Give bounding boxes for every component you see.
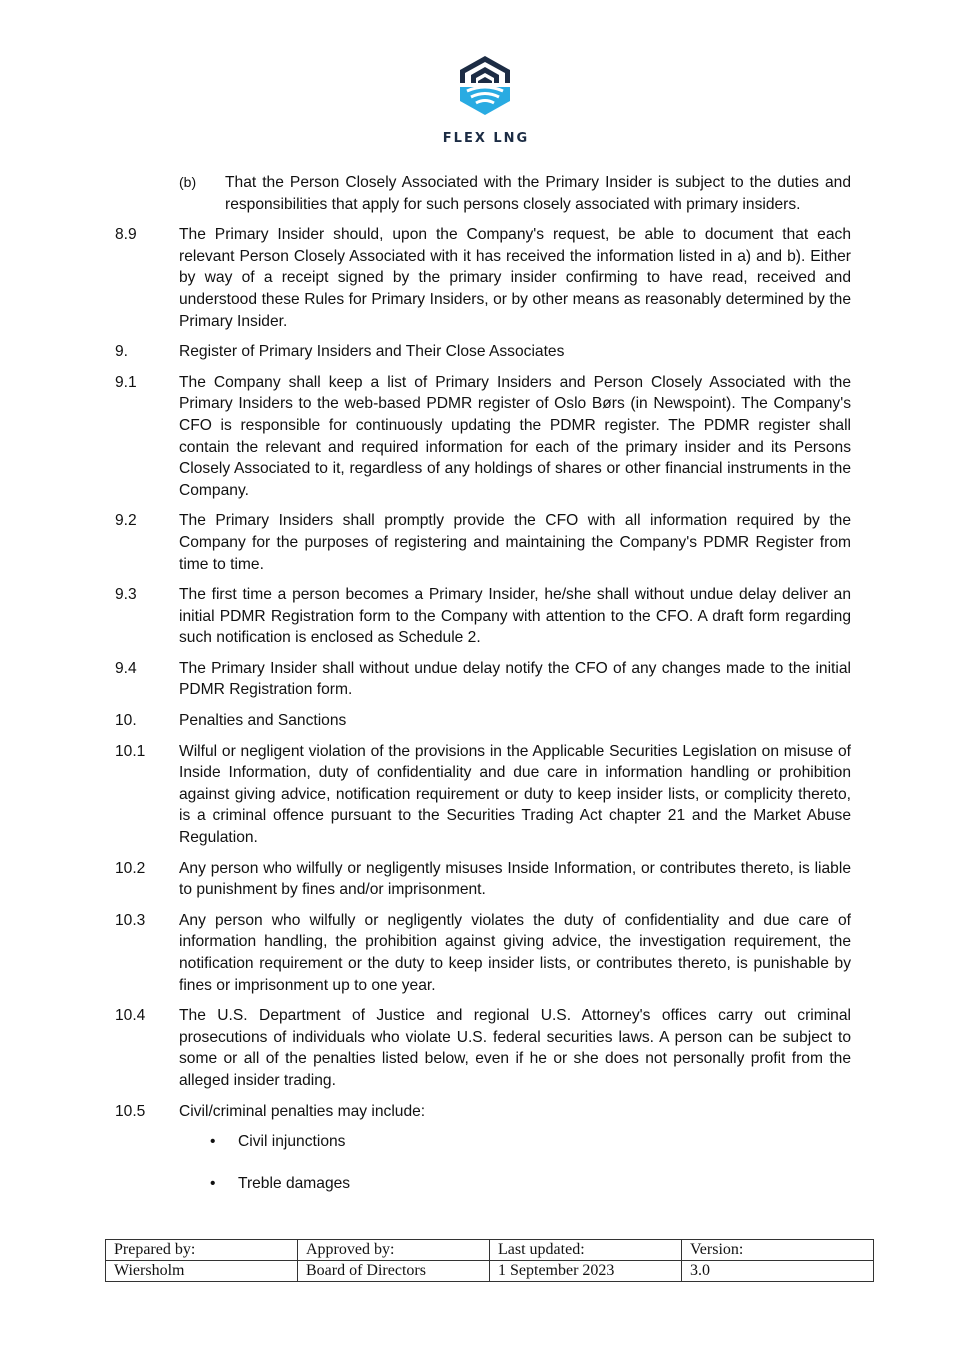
footer-table: [105, 1239, 874, 1282]
footer-header: Last updated:: [490, 1240, 682, 1261]
clause-number: 9.3: [115, 586, 137, 604]
clause: [115, 372, 851, 502]
clause-number: 9.2: [115, 512, 137, 530]
footer-value-row: [106, 1261, 874, 1282]
clause-text: The Primary Insider shall without undue delay notify the CFO of any changes made to the initial PDMR Registration form.: [179, 659, 851, 699]
clause-number: 8.9: [115, 226, 137, 244]
logo-text: FLEX LNG: [442, 130, 530, 146]
flex-lng-logo-icon: [455, 53, 515, 119]
clause-number: 10.: [115, 712, 137, 730]
clause-number: 10.3: [115, 911, 146, 929]
clause-number: 10.5: [115, 1102, 146, 1120]
footer-header: Approved by:: [298, 1240, 490, 1261]
clause-number: 10.1: [115, 742, 146, 760]
clause-text: The Company shall keep a list of Primary Insiders and Person Closely Associated with the Primary Insiders to the web-based PDMR register of Oslo Børs (in Newspoint). The Company's CFO is responsible for continuously updating the PDMR register. The PDMR register shall contain the relevant and required information for each of the primary insider and its Persons Closely Associated to it, regardless of any holdings of shares or other financial instruments in the Company.: [179, 373, 851, 499]
sub-clause-b: [179, 172, 851, 215]
clause: [115, 710, 851, 732]
bullet-icon: •: [210, 1133, 216, 1151]
clause: [115, 741, 851, 849]
bullet-text: Civil injunctions: [238, 1133, 346, 1151]
footer-value: Wiersholm: [106, 1261, 298, 1282]
clause: [115, 1101, 851, 1123]
clause-number: 9.: [115, 343, 129, 361]
footer-header: Version:: [682, 1240, 874, 1261]
clause-text: Civil/criminal penalties may include:: [179, 1102, 426, 1120]
footer-header-row: [106, 1240, 874, 1261]
clause-text: Any person who wilfully or negligently violates the duty of confidentiality and due care of information handling, the prohibition against giving advice, the investigation requirement, the notification requirement or the duty to keep insider lists, or contributes thereto, is punishable by fines or imprisonment up to one year.: [179, 911, 851, 994]
clause-text: The U.S. Department of Justice and regional U.S. Attorney's offices carry out criminal prosecutions of individuals who violate U.S. federal securities laws. A person can be subject to some or all of the penalties listed below, even if he or she does not personally profit from the alleged insider trading.: [179, 1007, 851, 1089]
clause-number: 10.4: [115, 1007, 146, 1025]
clause-text: Any person who wilfully or negligently misuses Inside Information, or contributes thereto, is liable to punishment by fines and/or imprisonment.: [179, 859, 851, 899]
clause: [115, 510, 851, 575]
clause-number: (b): [179, 174, 197, 190]
clause-text: Wilful or negligent violation of the provisions in the Applicable Securities Legislation on misuse of Inside Information, duty of confidentiality and due care in information handling or prohibition against giving advice, notification requirement or duty to keep insider lists, or complicity thereto, is a criminal offence pursuant to the Securities Trading Act chapter 21 and the Market Abuse Regulation.: [179, 742, 851, 847]
company-logo: [442, 53, 530, 149]
clause-number: 9.1: [115, 373, 137, 391]
bullet-item: [210, 1131, 851, 1153]
clause-number: 10.2: [115, 859, 146, 877]
bullet-item: [210, 1173, 851, 1195]
clause-text: The Primary Insiders shall promptly provide the CFO with all information required by the Company for the purposes of registering and maintaining the Company's PDMR Register from time to time.: [179, 512, 851, 573]
document-body: [115, 172, 851, 1214]
bullet-icon: •: [210, 1174, 216, 1192]
clause-text: The first time a person becomes a Primary Insider, he/she shall without undue delay deliver an initial PDMR Registration form to the Company with attention to the CFO. A draft form regarding such notification is enclosed as Schedule 2.: [179, 586, 851, 647]
clause-text: The Primary Insider should, upon the Company's request, be able to document that each relevant Person Closely Associated with it has received the information listed in a) and b). Either by way of a receipt signed by the primary insider confirming to have read, received and understood these Rules for Primary Insiders, or by other means as reasonably determined by the Primary Insider.: [179, 226, 851, 330]
clause: [115, 658, 851, 701]
clause: [115, 224, 851, 332]
clause: [115, 1005, 851, 1091]
bullet-text: Treble damages: [238, 1174, 351, 1192]
clause-text: Register of Primary Insiders and Their Close Associates: [179, 343, 565, 361]
clause: [115, 341, 851, 363]
footer-header: Prepared by:: [106, 1240, 298, 1261]
footer-value: Board of Directors: [298, 1261, 490, 1282]
clause-text: Penalties and Sanctions: [179, 712, 347, 730]
footer-value: 1 September 2023: [490, 1261, 682, 1282]
clause: [115, 584, 851, 649]
clause: [115, 858, 851, 901]
clause-number: 9.4: [115, 659, 137, 677]
clause-text: That the Person Closely Associated with the Primary Insider is subject to the duties and responsibilities that apply for such persons closely associated with primary insiders.: [225, 174, 851, 213]
clause: [115, 910, 851, 996]
footer-value: 3.0: [682, 1261, 874, 1282]
